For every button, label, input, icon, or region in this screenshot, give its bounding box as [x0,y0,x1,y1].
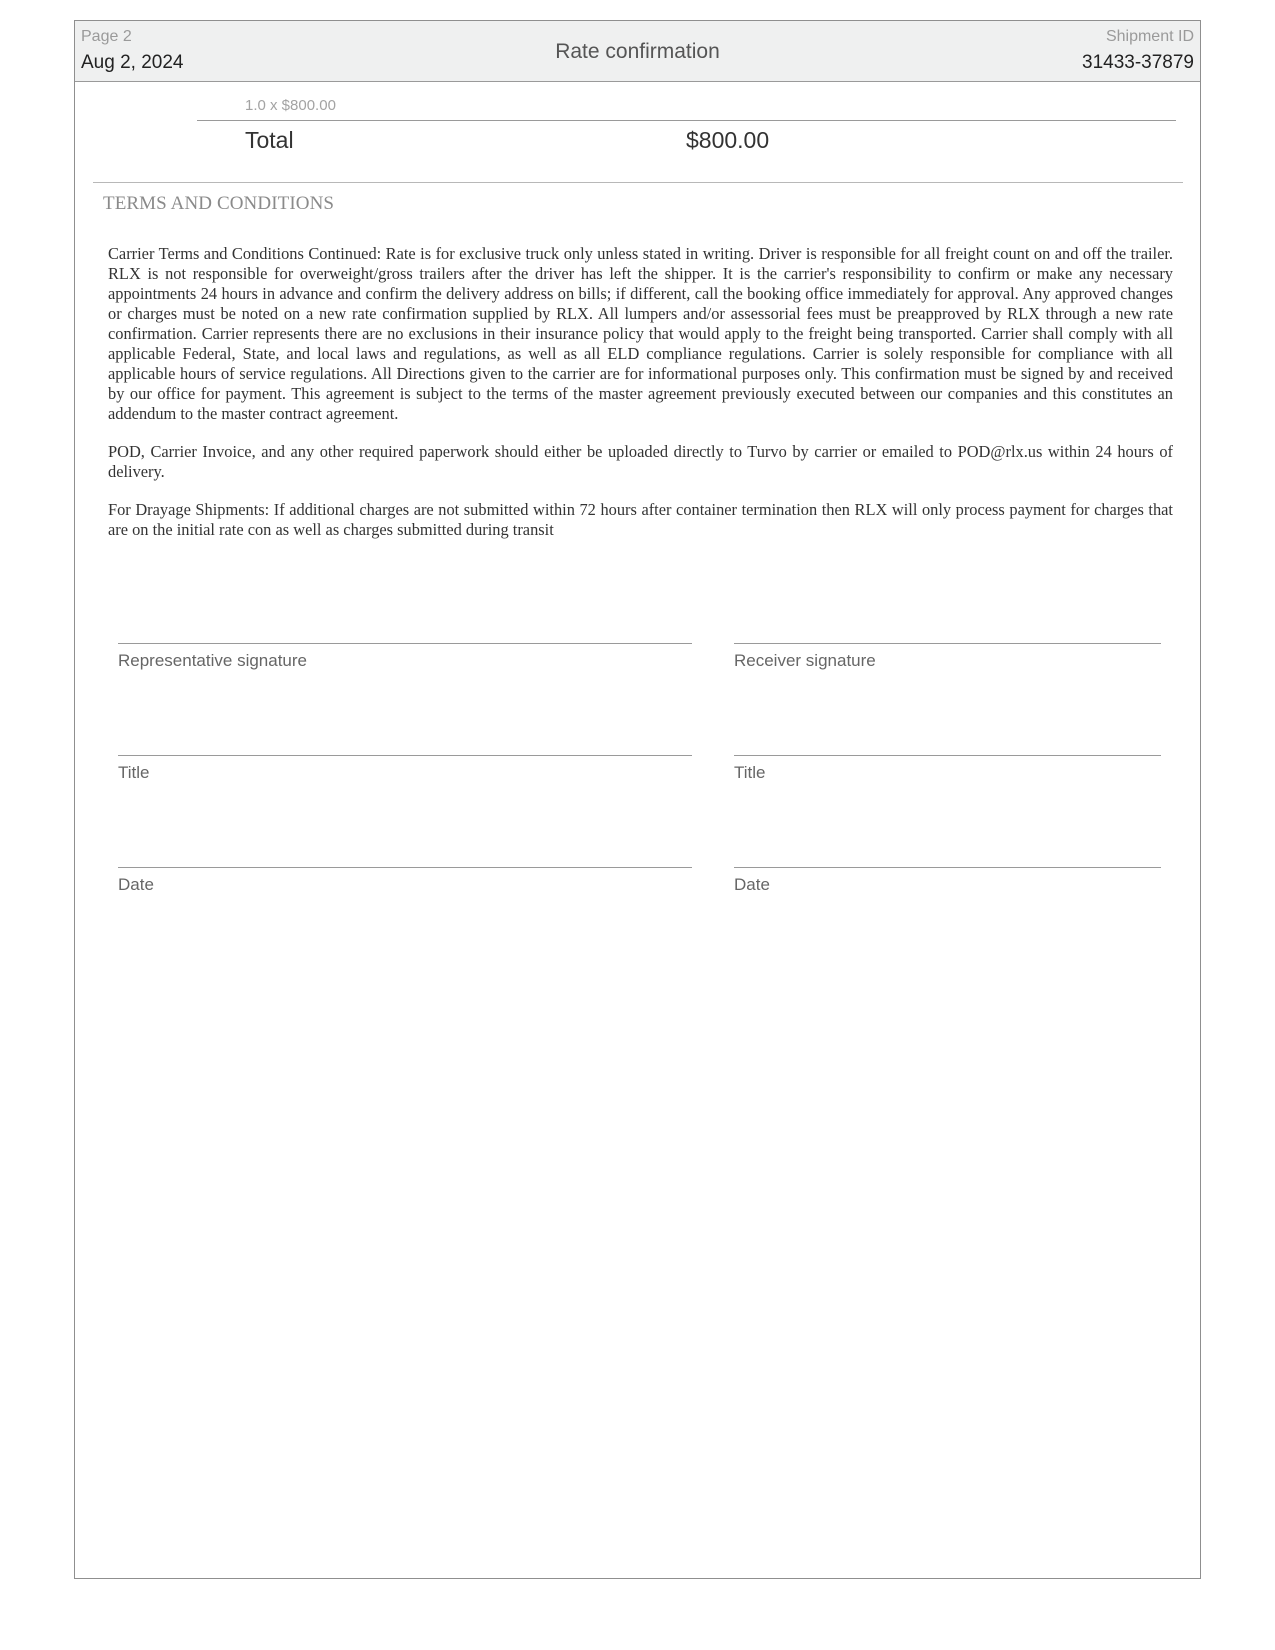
representative-signature-label: Representative signature [118,651,308,670]
shipment-id-label: Shipment ID [1105,28,1194,45]
receiver-date-line[interactable] [734,867,1161,868]
receiver-title-label: Title [734,763,766,782]
representative-signature-line[interactable] [118,643,692,644]
terms-paragraph: POD, Carrier Invoice, and any other required paperwork should either be uploaded directly to Turvo by carrier or emailed to POD@rlx.us within 24 hours of delivery. [108,442,1173,481]
representative-date-label: Date [118,875,154,894]
page-header [75,21,1200,82]
terms-heading: TERMS AND CONDITIONS [103,193,335,214]
document-date: Aug 2, 2024 [81,52,184,73]
receiver-title-line[interactable] [734,755,1161,756]
total-label: Total [245,127,294,153]
representative-title-label: Title [118,763,150,782]
document-title: Rate confirmation [555,40,720,63]
terms-paragraph: Carrier Terms and Conditions Continued: Rate is for exclusive truck only unless stated in writing. Driver is responsible for all freight count on and off the trailer. RLX is not responsible for overweight/gross trailers after the driver has left the shipper. It is the carrier's responsibility to confirm or make any necessary appointments 24 hours in advance and confirm the delivery address on bills; if different, call the booking office immediately for approval. Any approved changes or charges must be noted on a new rate confirmation supplied by RLX. All lumpers and/or assessorial fees must be preapproved by RLX through a new rate confirmation. Carrier represents there are no exclusions in their insurance policy that would apply to the freight being transported. Carrier shall comply with all applicable Federal, State, and local laws and regulations, as well as all ELD compliance regulations. Carrier is solely responsible for compliance with all applicable hours of service regulations. All Directions given to the carrier are for informational purposes only. This confirmation must be signed by and received by our office for payment. This agreement is subject to the terms of the master agreement previously executed between our companies and this constitutes an addendum to the master contract agreement. [108,244,1173,423]
terms-body [108,244,1173,558]
page-number: Page 2 [81,28,132,45]
receiver-signature-line[interactable] [734,643,1161,644]
representative-date-line[interactable] [118,867,692,868]
document-page [74,20,1201,1579]
terms-paragraph: For Drayage Shipments: If additional charges are not submitted within 72 hours after container termination then RLX will only process payment for charges that are on the initial rate con as well as charges submitted during transit [108,500,1173,539]
representative-title-line[interactable] [118,755,692,756]
total-divider [197,120,1176,121]
receiver-signature-label: Receiver signature [734,651,876,670]
shipment-id: 31433-37879 [1082,52,1194,73]
section-divider [93,182,1183,183]
charge-line-detail: 1.0 x $800.00 [245,97,336,114]
total-value: $800.00 [686,127,770,153]
receiver-date-label: Date [734,875,770,894]
